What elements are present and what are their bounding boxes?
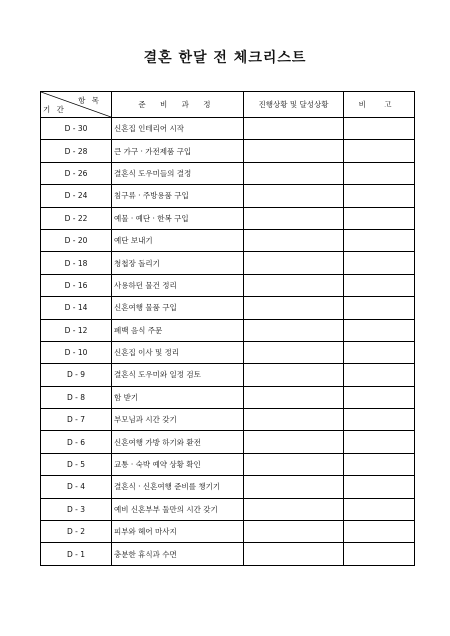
period-cell: D - 8 (41, 386, 112, 408)
status-cell[interactable] (244, 543, 344, 565)
note-cell[interactable] (344, 498, 415, 520)
table-row (41, 207, 415, 229)
note-cell[interactable] (344, 319, 415, 341)
task-cell: 예비 신혼부부 둘만의 시간 갖기 (112, 498, 244, 520)
note-cell[interactable] (344, 297, 415, 319)
note-header: 비 고 (344, 92, 415, 118)
header-row (41, 92, 415, 118)
table-row (41, 431, 415, 453)
task-cell: 예단 보내기 (112, 229, 244, 251)
status-cell[interactable] (244, 521, 344, 543)
note-cell[interactable] (344, 274, 415, 296)
period-cell: D - 20 (41, 229, 112, 251)
status-cell[interactable] (244, 319, 344, 341)
table-row (41, 341, 415, 363)
task-cell: 폐백 음식 주문 (112, 319, 244, 341)
period-cell: D - 28 (41, 140, 112, 162)
item-header-label: 항 목 (78, 96, 101, 105)
note-cell[interactable] (344, 431, 415, 453)
period-cell: D - 2 (41, 521, 112, 543)
note-cell[interactable] (344, 521, 415, 543)
table-row (41, 543, 415, 565)
task-cell: 신혼여행 물품 구입 (112, 297, 244, 319)
note-cell[interactable] (344, 476, 415, 498)
status-cell[interactable] (244, 252, 344, 274)
status-cell[interactable] (244, 162, 344, 184)
status-cell[interactable] (244, 453, 344, 475)
note-cell[interactable] (344, 252, 415, 274)
period-item-header (41, 92, 112, 118)
table-row (41, 162, 415, 184)
table-row (41, 476, 415, 498)
table-row (41, 409, 415, 431)
status-cell[interactable] (244, 364, 344, 386)
table-row (41, 498, 415, 520)
period-cell: D - 4 (41, 476, 112, 498)
note-cell[interactable] (344, 118, 415, 140)
status-cell[interactable] (244, 229, 344, 251)
note-cell[interactable] (344, 543, 415, 565)
note-cell[interactable] (344, 140, 415, 162)
period-cell: D - 30 (41, 118, 112, 140)
period-cell: D - 6 (41, 431, 112, 453)
table-row (41, 229, 415, 251)
status-cell[interactable] (244, 386, 344, 408)
task-cell: 결혼식 · 신혼여행 준비를 챙기기 (112, 476, 244, 498)
status-cell[interactable] (244, 431, 344, 453)
note-cell[interactable] (344, 341, 415, 363)
task-cell: 신혼집 인테리어 시작 (112, 118, 244, 140)
period-cell: D - 12 (41, 319, 112, 341)
period-cell: D - 14 (41, 297, 112, 319)
task-cell: 침구류 · 주방용품 구입 (112, 185, 244, 207)
table-row (41, 521, 415, 543)
period-cell: D - 18 (41, 252, 112, 274)
note-cell[interactable] (344, 229, 415, 251)
table-row (41, 140, 415, 162)
period-cell: D - 22 (41, 207, 112, 229)
status-cell[interactable] (244, 297, 344, 319)
period-cell: D - 5 (41, 453, 112, 475)
table-row (41, 453, 415, 475)
period-cell: D - 24 (41, 185, 112, 207)
table-row (41, 185, 415, 207)
period-cell: D - 3 (41, 498, 112, 520)
period-header-label: 기 간 (43, 105, 66, 114)
table-row (41, 274, 415, 296)
task-cell: 사용하던 물건 정리 (112, 274, 244, 296)
period-cell: D - 26 (41, 162, 112, 184)
note-cell[interactable] (344, 207, 415, 229)
task-cell: 교통 · 숙박 예약 상황 확인 (112, 453, 244, 475)
page-title: 결혼 한달 전 체크리스트 (143, 50, 307, 66)
status-cell[interactable] (244, 409, 344, 431)
checklist-table (40, 91, 415, 566)
note-cell[interactable] (344, 453, 415, 475)
period-cell: D - 16 (41, 274, 112, 296)
status-header: 진행상황 및 달성상황 (244, 92, 344, 118)
status-cell[interactable] (244, 207, 344, 229)
task-cell: 청첩장 돌리기 (112, 252, 244, 274)
status-cell[interactable] (244, 476, 344, 498)
period-cell: D - 10 (41, 341, 112, 363)
note-cell[interactable] (344, 409, 415, 431)
task-cell: 신혼여행 가방 하기와 환전 (112, 431, 244, 453)
table-row (41, 297, 415, 319)
task-cell: 함 받기 (112, 386, 244, 408)
note-cell[interactable] (344, 185, 415, 207)
task-cell: 신혼집 이사 및 정리 (112, 341, 244, 363)
table-row (41, 364, 415, 386)
status-cell[interactable] (244, 118, 344, 140)
status-cell[interactable] (244, 185, 344, 207)
task-cell: 피부와 헤어 마사지 (112, 521, 244, 543)
period-cell: D - 7 (41, 409, 112, 431)
note-cell[interactable] (344, 386, 415, 408)
note-cell[interactable] (344, 162, 415, 184)
period-cell: D - 9 (41, 364, 112, 386)
task-cell: 결혼식 도우미와 일정 검토 (112, 364, 244, 386)
task-cell: 큰 가구 · 가전제품 구입 (112, 140, 244, 162)
status-cell[interactable] (244, 498, 344, 520)
status-cell[interactable] (244, 274, 344, 296)
task-cell: 예물 · 예단 · 한복 구입 (112, 207, 244, 229)
task-header: 준 비 과 정 (112, 92, 244, 118)
note-cell[interactable] (344, 364, 415, 386)
table-row (41, 118, 415, 140)
table-row (41, 386, 415, 408)
table-row (41, 319, 415, 341)
table-row (41, 252, 415, 274)
status-cell[interactable] (244, 140, 344, 162)
task-cell: 충분한 휴식과 수면 (112, 543, 244, 565)
period-cell: D - 1 (41, 543, 112, 565)
task-cell: 결혼식 도우미들의 결정 (112, 162, 244, 184)
task-cell: 부모님과 시간 갖기 (112, 409, 244, 431)
status-cell[interactable] (244, 341, 344, 363)
